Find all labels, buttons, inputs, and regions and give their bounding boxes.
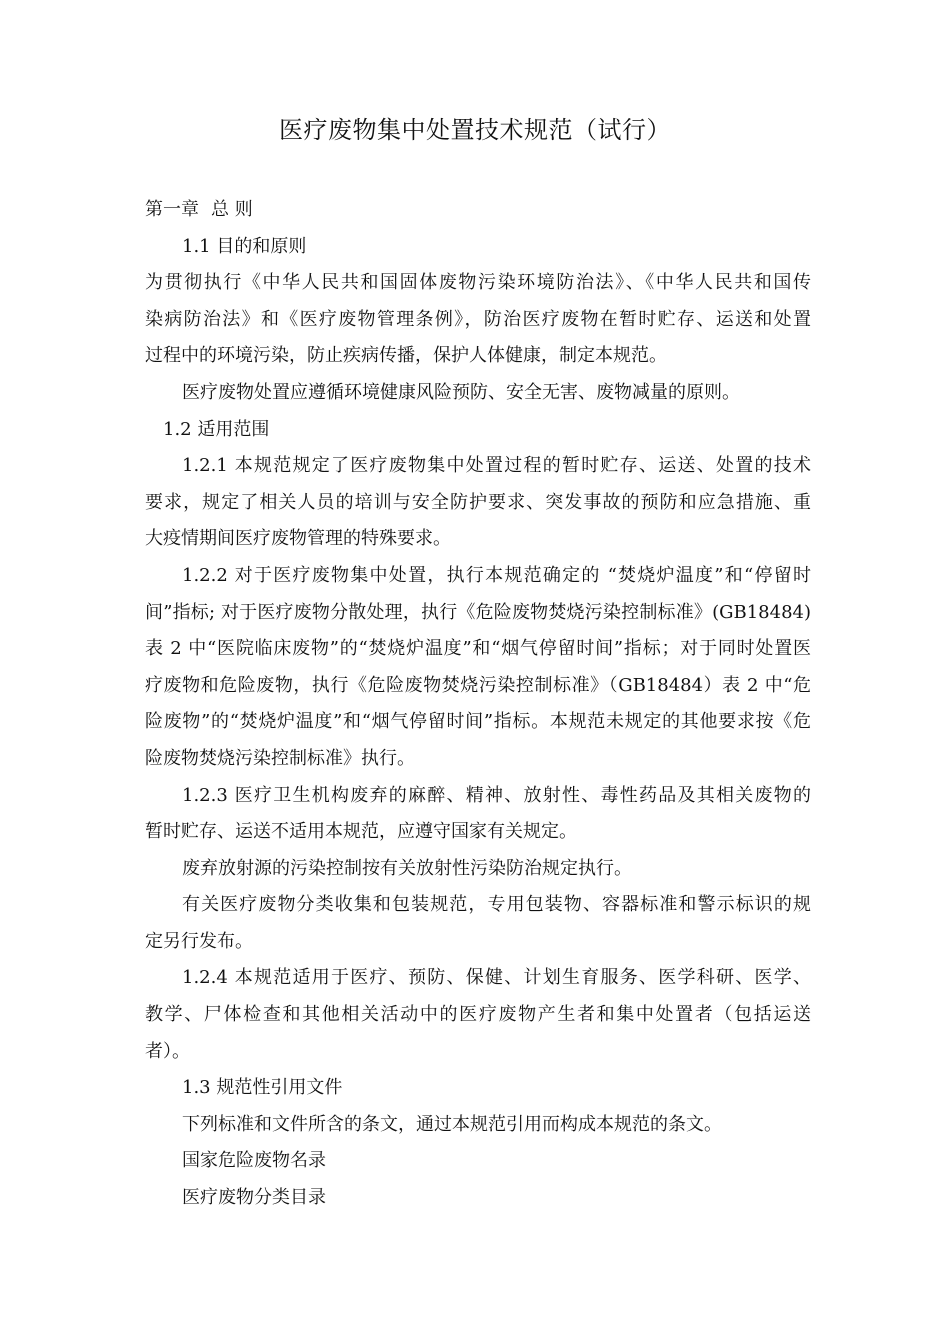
paragraph-line: 1.2.2 对于医疗废物集中处置，执行本规范确定的 “焚烧炉温度”和“停留时 [182,564,811,586]
paragraph-line: 下列标准和文件所含的条文，通过本规范引用而构成本规范的条文。 [182,1113,722,1135]
reference-item: 医疗废物分类目录 [182,1187,326,1209]
reference-item: 国家危险废物名录 [182,1150,326,1172]
paragraph-line: 1.2.4 本规范适用于医疗、预防、保健、计划生育服务、医学科研、医学、 [182,967,811,989]
paragraph-line: 1.2.3 医疗卫生机构废弃的麻醉、精神、放射性、毒性药品及其相关废物的 [182,784,811,806]
chapter-name: 总 则 [211,199,253,220]
paragraph-line: 有关医疗废物分类收集和包装规范，专用包装物、容器标准和警示标识的规 [182,894,811,916]
paragraph-line: 险废物焚烧污染控制标准》执行。 [145,747,415,769]
section-heading: 1.3 规范性引用文件 [182,1077,343,1099]
paragraph-line: 教学、尸体检查和其他相关活动中的医疗废物产生者和集中处置者（包括运送 [145,1004,811,1026]
paragraph-line: 为贯彻执行《中华人民共和国固体废物污染环境防治法》、《中华人民共和国传 [145,272,811,294]
paragraph-line: 疗废物和危险废物，执行《危险废物焚烧污染控制标准》（GB18484）表 2 中“危 [145,674,811,696]
paragraph-line: 间”指标; 对于医疗废物分散处理，执行《危险废物焚烧污染控制标准》(GB18484) [145,601,811,623]
paragraph-line: 险废物”的“焚烧炉温度”和“烟气停留时间”指标。本规范未规定的其他要求按《危 [145,711,811,733]
chapter-number: 第一章 [145,199,199,220]
paragraph-line: 1.2.1 本规范规定了医疗废物集中处置过程的暂时贮存、运送、处置的技术 [182,455,811,477]
paragraph-line: 大疫情期间医疗废物管理的特殊要求。 [145,528,451,550]
section-heading: 1.1 目的和原则 [182,235,307,257]
paragraph-line: 表 2 中“医院临床废物”的“焚烧炉温度”和“烟气停留时间”指标；对于同时处置医 [145,638,811,660]
paragraph-line: 废弃放射源的污染控制按有关放射性污染防治规定执行。 [182,857,632,879]
paragraph-line: 要求，规定了相关人员的培训与安全防护要求、突发事故的预防和应急措施、重 [145,491,811,513]
paragraph-line: 过程中的环境污染，防止疾病传播，保护人体健康，制定本规范。 [145,345,667,367]
document-body [145,192,811,1217]
document-title: 医疗废物集中处置技术规范（试行） [279,116,671,144]
paragraph-line: 医疗废物处置应遵循环境健康风险预防、安全无害、废物减量的原则。 [182,381,740,403]
paragraph-line: 暂时贮存、运送不适用本规范，应遵守国家有关规定。 [145,821,577,843]
chapter-heading [145,192,811,229]
section-heading: 1.2 适用范围 [163,418,270,440]
paragraph-line: 定另行发布。 [145,930,253,952]
paragraph-line: 染病防治法》和《医疗废物管理条例》，防治医疗废物在暂时贮存、运送和处置 [145,308,811,330]
paragraph-line: 者）。 [145,1040,190,1062]
